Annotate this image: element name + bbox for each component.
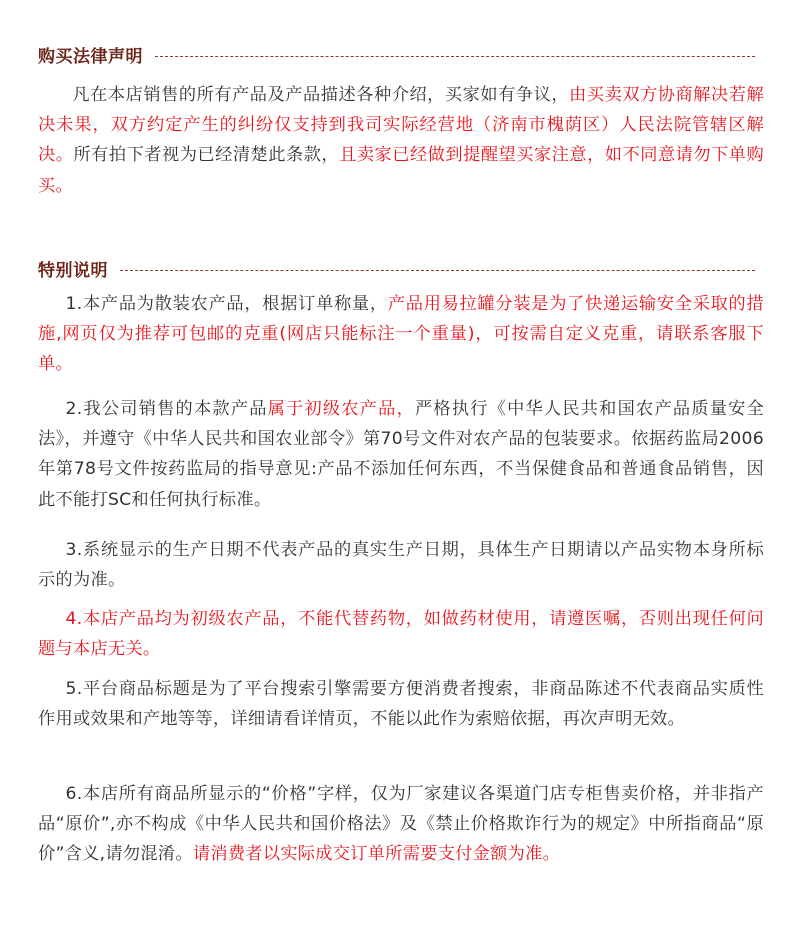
note-item-4 [38,604,764,664]
dashed-divider [155,56,755,57]
note-text: 1.本产品为散装农产品，根据订单称量， [65,294,388,314]
legal-text: 凡在本店销售的所有产品及产品描述各种介绍，买家如有争议， [72,85,570,105]
section-header-legal [38,42,755,66]
section-title: 特别说明 [38,260,108,281]
note-text-highlight: 产品用易拉罐分装是为了快递运输安全采取的措施,网页仅为推荐可包邮的克重(网店只能标注一个重量)，可按需自定义克重，请联系客服下单。 [38,294,764,375]
note-text: 6.本店所有商品所显示的“价格”字样，仅为厂家建议各渠道门店专柜售卖价格，并非指产品“原价”,亦不构成《中华人民共和国价格法》及《禁止价格欺诈行为的规定》中所指商品“原价”含义,请勿混淆。 [38,784,764,865]
note-text: 严格执行《中华人民共和国农产品质量安全法》，并遵守《中华人民共和国农业部令》第70号文件对农产品的包装要求。依据药监局2006年第78号文件按药监局的指导意见:产品不添加任何东西，不当保健食品和普通食品销售，因此不能打SC和任何执行标准。 [38,399,765,510]
note-text-highlight: 4.本店产品均为初级农产品，不能代替药物，如做药材使用，请遵医嘱，否则出现任何问题与本店无关。 [38,609,764,660]
section-title: 购买法律声明 [38,46,143,67]
note-text-highlight: 属于初级农产品， [267,399,415,419]
note-text: 2.我公司销售的本款产品 [65,399,268,419]
note-item-3 [38,535,764,595]
legal-text: 所有拍下者视为已经清楚此条款， [73,145,340,166]
note-text: 3.系统显示的生产日期不代表产品的真实生产日期，具体生产日期请以产品实物本身所标示的为准。 [38,540,764,591]
section-header-notes [38,256,755,280]
legal-text-highlight: 由买卖双方协商解决若解决未果，双方约定产生的纠纷仅支持到我司实际经营地（济南市槐荫区）人民法院管辖区解决。 [38,85,764,166]
legal-text-highlight: 且卖家已经做到提醒望买家注意，如不同意请勿下单购买。 [38,145,764,196]
note-item-5 [38,674,764,734]
note-text-highlight: 请消费者以实际成交订单所需要支付金额为准。 [192,844,561,865]
note-text: 5.平台商品标题是为了平台搜索引擎需要方便消费者搜索，非商品陈述不代表商品实质性作用或效果和产地等等，详细请看详情页，不能以此作为索赔依据，再次声明无效。 [38,679,764,730]
note-item-2 [38,394,764,515]
dashed-divider [120,270,755,271]
note-item-6 [38,779,764,870]
legal-statement-paragraph [38,80,764,201]
note-item-1 [38,289,764,380]
